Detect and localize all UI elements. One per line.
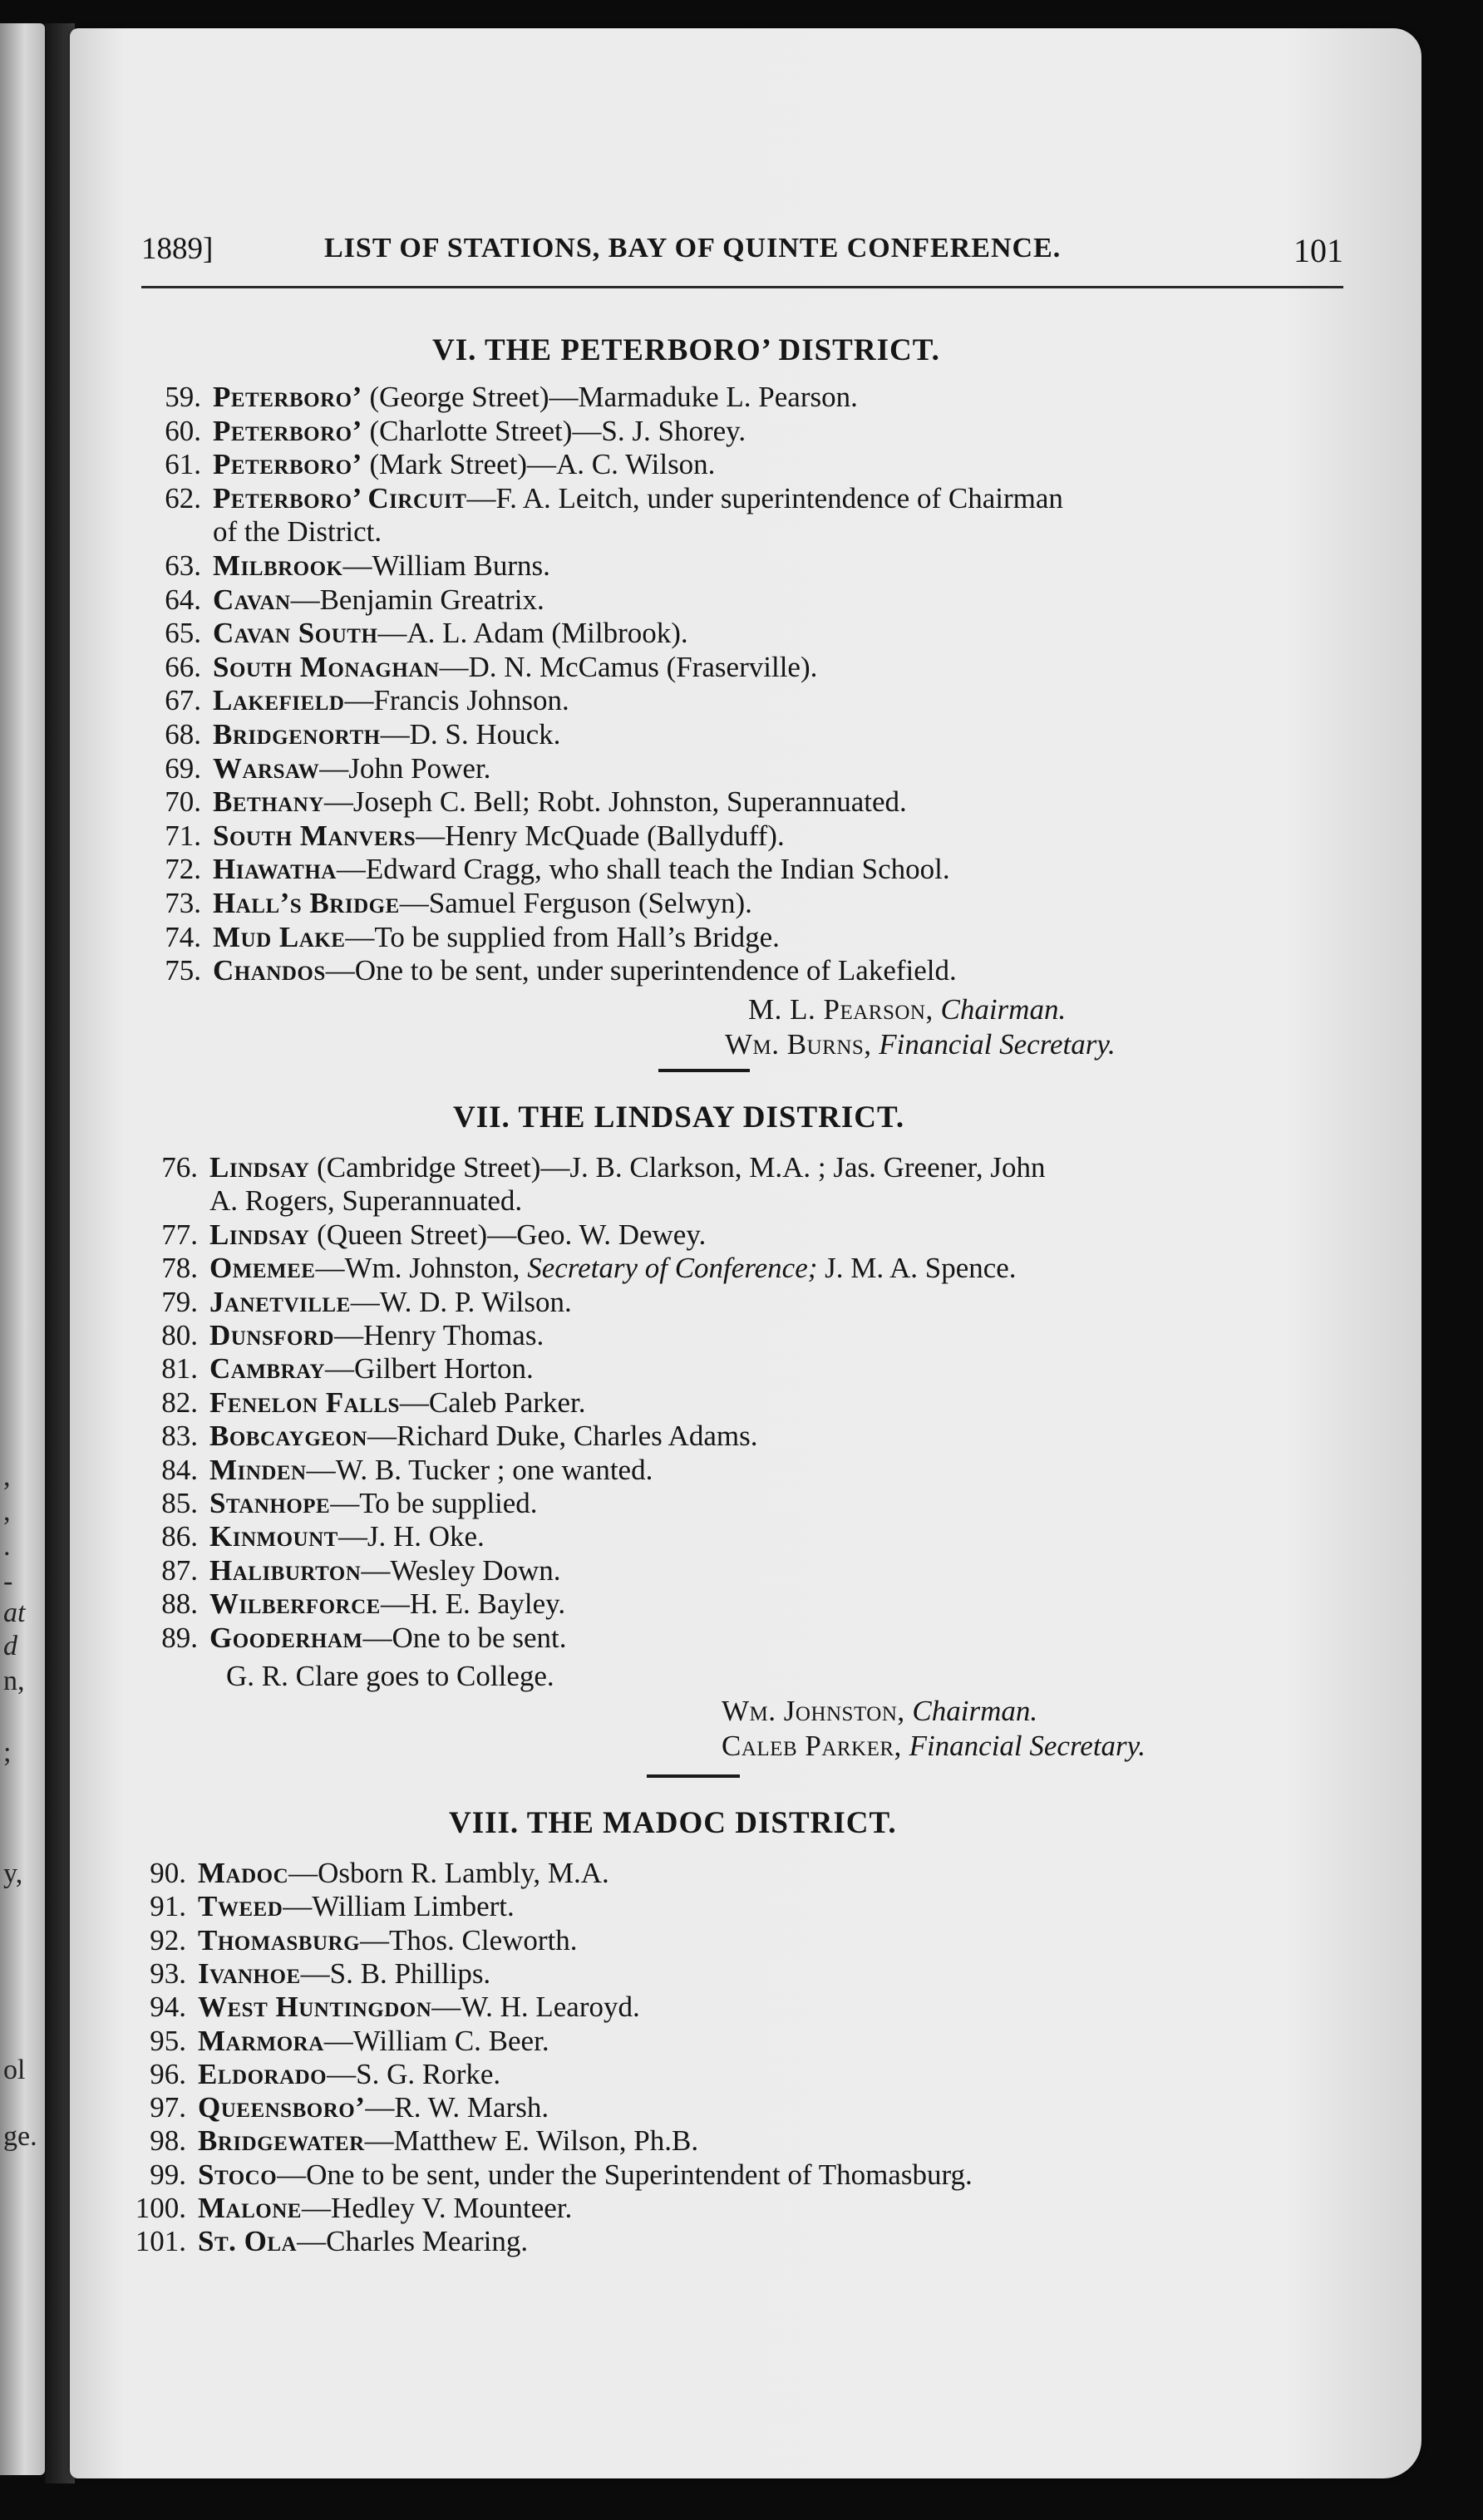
station-entry (145, 1352, 534, 1386)
station-place: Warsaw (213, 751, 320, 785)
station-assignment: —Henry McQuade (Ballyduff). (416, 819, 785, 852)
station-number: 59. (165, 381, 201, 413)
station-assignment: (Mark Street)—A. C. Wilson. (362, 448, 716, 481)
facing-page-edge (0, 23, 45, 2475)
station-assignment: —Francis Johnson. (344, 684, 569, 717)
station-number: 81. (161, 1352, 198, 1386)
station-entry (148, 549, 550, 583)
station-assignment: —D. N. McCamus (Fraserville). (439, 650, 818, 683)
station-entry (148, 482, 1063, 549)
station-place: Lindsay (209, 1151, 310, 1184)
station-place: Stoco (198, 2158, 278, 2191)
station-entry (148, 887, 752, 920)
station-entry (145, 1622, 566, 1655)
station-place: Gooderham (209, 1621, 363, 1654)
station-assignment: —S. B. Phillips. (300, 1956, 491, 1990)
station-entry (133, 2091, 549, 2124)
station-number: 89. (161, 1621, 198, 1654)
station-number: 92. (150, 1923, 186, 1956)
signatory-name: Wm. Johnston, (722, 1695, 905, 1727)
station-assignment: —William Burns. (342, 549, 550, 582)
header-title: LIST OF STATIONS, BAY OF QUINTE CONFERENCE. (324, 233, 1062, 263)
station-entry (148, 617, 688, 650)
station-place: Dunsford (209, 1319, 335, 1351)
station-place: Cambray (209, 1352, 325, 1386)
station-number: 79. (161, 1285, 198, 1318)
station-assignment: —Wesley Down. (361, 1553, 561, 1587)
station-number: 63. (165, 549, 201, 582)
station-number: 93. (150, 1956, 186, 1990)
station-assignment: —One to be sent, under superintendence of Lakefield. (325, 954, 957, 987)
station-number: 61. (165, 448, 201, 481)
station-entry (148, 651, 817, 684)
station-assignment: —William Limbert. (283, 1890, 515, 1923)
station-assignment: —R. W. Marsh. (365, 2091, 549, 2124)
station-place: Eldorado (198, 2057, 328, 2090)
station-assignment: (Queen Street)—Geo. W. Dewey. (309, 1218, 707, 1251)
station-entry (145, 1218, 706, 1252)
district-heading: VII. THE LINDSAY DISTRICT. (453, 1100, 905, 1134)
station-entry (133, 1924, 578, 1957)
station-number: 75. (165, 954, 201, 987)
station-place: Bethany (213, 785, 324, 819)
station-assignment: —Charles Mearing. (297, 2225, 529, 2258)
page-number: 101 (1293, 232, 1343, 269)
station-number: 99. (150, 2158, 186, 2191)
station-place: South Manvers (213, 819, 416, 852)
station-place: Malone (198, 2192, 302, 2224)
station-assignment: —Richard Duke, Charles Adams. (367, 1420, 758, 1453)
station-entry (133, 2225, 528, 2258)
station-entry (148, 921, 780, 954)
header-year: 1889] (141, 232, 214, 266)
station-assignment: —W. D. P. Wilson. (350, 1285, 572, 1318)
station-place: Cavan South (213, 617, 378, 650)
facing-page-fragment: , (3, 1461, 11, 1492)
station-assignment: —S. G. Rorke. (327, 2057, 501, 2090)
station-number: 95. (150, 2024, 186, 2057)
station-assignment: —One to be sent. (362, 1621, 567, 1654)
station-assignment: —William C. Beer. (323, 2024, 549, 2057)
station-place: Peterboro’ (213, 414, 362, 447)
station-entry (145, 1252, 1017, 1285)
facing-page-fragment: n, (3, 1666, 25, 1696)
station-number: 78. (161, 1252, 198, 1285)
station-entry (148, 415, 746, 448)
station-assignment-rest: J. M. A. Spence. (817, 1252, 1017, 1285)
station-number: 83. (161, 1420, 198, 1453)
station-entry (133, 1957, 490, 1991)
station-place: Wilberforce (209, 1587, 381, 1621)
station-entry (145, 1454, 653, 1487)
station-number: 85. (161, 1487, 198, 1519)
station-number: 90. (150, 1857, 186, 1889)
facing-page-fragment: y, (3, 1858, 23, 1889)
station-entry (148, 583, 544, 617)
station-assignment: —J. H. Oke. (337, 1520, 485, 1553)
station-place: Hall’s Bridge (213, 887, 400, 919)
station-entry (145, 1520, 485, 1553)
station-number: 66. (165, 650, 201, 683)
station-place: Milbrook (213, 549, 343, 582)
station-entry (145, 1151, 1046, 1218)
signatory-name: M. L. Pearson, (748, 993, 934, 1026)
station-entry (145, 1386, 585, 1420)
station-assignment: —To be supplied. (330, 1487, 538, 1519)
station-number: 84. (161, 1453, 198, 1486)
station-entry (133, 2192, 572, 2225)
station-number: 97. (150, 2091, 186, 2124)
station-place: Hiawatha (213, 853, 337, 886)
section-divider (658, 1069, 750, 1072)
station-assignment: —Thos. Cleworth. (360, 1923, 578, 1956)
station-place: Bobcaygeon (209, 1420, 367, 1453)
station-assignment: —F. A. Leitch, under superintendence of Chairman (466, 481, 1063, 514)
station-entry (145, 1286, 572, 1319)
station-place: St. Ola (198, 2225, 298, 2258)
station-number: 96. (150, 2057, 186, 2090)
station-entry (133, 2058, 500, 2091)
signatory-role: Chairman. (912, 1695, 1038, 1727)
station-assignment: —Caleb Parker. (399, 1386, 586, 1419)
station-place: Peterboro’ Circuit (213, 481, 467, 514)
station-entry (133, 1890, 515, 1923)
station-number: 68. (165, 718, 201, 751)
station-assignment: (Charlotte Street)—S. J. Shorey. (362, 414, 746, 447)
station-place: Janetville (209, 1285, 351, 1318)
station-entry (148, 718, 560, 751)
station-entry (148, 448, 715, 481)
station-entry (133, 1991, 640, 2024)
station-place: Haliburton (209, 1553, 362, 1587)
facing-page-fragment: ge. (3, 2121, 37, 2152)
station-assignment: —W. H. Learoyd. (431, 1991, 640, 2024)
section-divider (647, 1774, 740, 1778)
station-number: 87. (161, 1553, 198, 1587)
station-entry (133, 1857, 609, 1890)
district-note: G. R. Clare goes to College. (226, 1660, 554, 1692)
station-assignment: (George Street)—Marmaduke L. Pearson. (362, 381, 858, 413)
station-assignment: —Osborn R. Lambly, M.A. (288, 1857, 609, 1889)
station-number: 86. (161, 1520, 198, 1553)
station-place: Queensboro’ (198, 2091, 366, 2124)
station-number: 91. (150, 1890, 186, 1923)
station-entry (148, 381, 858, 414)
facing-page-fragment: d (3, 1631, 17, 1661)
station-assignment: —John Power. (319, 751, 491, 785)
station-number: 94. (150, 1991, 186, 2024)
station-number: 67. (165, 684, 201, 717)
station-assignment: —Joseph C. Bell; Robt. Johnston, Superannuated. (323, 785, 907, 819)
station-place: Peterboro’ (213, 448, 362, 481)
station-assignment: —W. B. Tucker ; one wanted. (306, 1453, 653, 1486)
district-heading: VI. THE PETERBORO’ DISTRICT. (432, 333, 940, 367)
station-assignment: —Benjamin Greatrix. (290, 583, 544, 616)
facing-page-fragment: - (3, 1566, 13, 1597)
district-signature (725, 1028, 1116, 1061)
station-place: Stanhope (209, 1487, 331, 1519)
station-assignment: —Hedley V. Mounteer. (301, 2192, 573, 2224)
station-continuation: of the District. (213, 514, 382, 548)
station-number: 101. (135, 2225, 186, 2258)
station-number: 64. (165, 583, 201, 616)
station-place: Bridgewater (198, 2124, 365, 2158)
station-number: 60. (165, 414, 201, 447)
station-place: Kinmount (209, 1520, 338, 1553)
station-assignment: —Wm. Johnston, (315, 1252, 528, 1285)
station-assignment: —Gilbert Horton. (324, 1352, 534, 1386)
district-signature (722, 1695, 1037, 1728)
station-number: 71. (165, 819, 201, 852)
district-signature (722, 1730, 1146, 1763)
station-place: Cavan (213, 583, 291, 616)
station-entry (145, 1420, 757, 1453)
station-place: Lakefield (213, 684, 345, 717)
station-entry (148, 954, 957, 987)
station-continuation: A. Rogers, Superannuated. (209, 1184, 523, 1217)
station-place: Tweed (198, 1890, 283, 1923)
station-number: 80. (161, 1319, 198, 1351)
station-place: Madoc (198, 1857, 289, 1889)
station-number: 98. (150, 2124, 186, 2158)
station-entry (145, 1319, 544, 1352)
station-place: Lindsay (209, 1218, 310, 1251)
station-number: 70. (165, 785, 201, 819)
station-number: 100. (135, 2192, 186, 2224)
station-entry (133, 2158, 973, 2192)
station-place: Omemee (209, 1252, 316, 1285)
station-place: Bridgenorth (213, 718, 381, 751)
station-number: 65. (165, 617, 201, 650)
station-entry (145, 1554, 561, 1587)
signatory-role: Financial Secretary. (909, 1730, 1146, 1762)
station-entry (148, 819, 785, 853)
station-place: Marmora (198, 2024, 324, 2057)
station-number: 69. (165, 751, 201, 785)
station-number: 74. (165, 920, 201, 953)
station-entry (145, 1587, 565, 1621)
station-place: Fenelon Falls (209, 1386, 400, 1419)
station-number: 88. (161, 1587, 198, 1621)
station-assignment: (Cambridge Street)—J. B. Clarkson, M.A. ; Jas. Greener, John (309, 1151, 1046, 1184)
facing-page-fragment: ol (3, 2055, 26, 2085)
station-entry (133, 2025, 549, 2058)
station-place: Peterboro’ (213, 381, 362, 413)
station-entry (148, 853, 950, 886)
station-assignment: —To be supplied from Hall’s Bridge. (345, 920, 780, 953)
station-assignment: —Matthew E. Wilson, Ph.B. (364, 2124, 699, 2158)
signatory-name: Wm. Burns, (725, 1028, 872, 1061)
district-heading: VIII. THE MADOC DISTRICT. (449, 1806, 897, 1840)
station-place: Minden (209, 1453, 307, 1486)
station-entry (145, 1487, 538, 1520)
station-place: South Monaghan (213, 650, 440, 683)
station-assignment: —H. E. Bayley. (380, 1587, 566, 1621)
station-office: Secretary of Conference; (527, 1252, 818, 1285)
signatory-role: Financial Secretary. (879, 1028, 1116, 1061)
running-header (141, 224, 1343, 288)
station-place: West Huntingdon (198, 1991, 432, 2024)
station-assignment: —Samuel Ferguson (Selwyn). (399, 887, 752, 919)
station-assignment: —Henry Thomas. (334, 1319, 544, 1351)
station-entry (148, 684, 569, 717)
station-entry (148, 785, 907, 819)
station-entry (133, 2124, 698, 2158)
signatory-role: Chairman. (940, 993, 1067, 1026)
station-place: Ivanhoe (198, 1956, 301, 1990)
station-number: 76. (161, 1151, 198, 1184)
station-number: 77. (161, 1218, 198, 1251)
facing-page-fragment: at (3, 1597, 26, 1628)
facing-page-fragment: , (3, 1496, 11, 1527)
station-number: 62. (165, 481, 201, 514)
station-assignment: —One to be sent, under the Superintendent of Thomasburg. (277, 2158, 973, 2191)
facing-page-fragment: . (3, 1531, 11, 1562)
station-assignment: —Edward Cragg, who shall teach the Indian School. (336, 853, 950, 886)
station-number: 82. (161, 1386, 198, 1419)
station-number: 73. (165, 887, 201, 919)
station-place: Mud Lake (213, 920, 346, 953)
station-number: 72. (165, 853, 201, 886)
station-place: Thomasburg (198, 1923, 361, 1956)
station-entry (148, 752, 490, 785)
station-assignment: —D. S. Houck. (380, 718, 561, 751)
station-place: Chandos (213, 954, 326, 987)
signatory-name: Caleb Parker, (722, 1730, 902, 1762)
district-signature (748, 993, 1066, 1026)
station-assignment: —A. L. Adam (Milbrook). (377, 617, 688, 650)
facing-page-fragment: ; (3, 1737, 12, 1768)
